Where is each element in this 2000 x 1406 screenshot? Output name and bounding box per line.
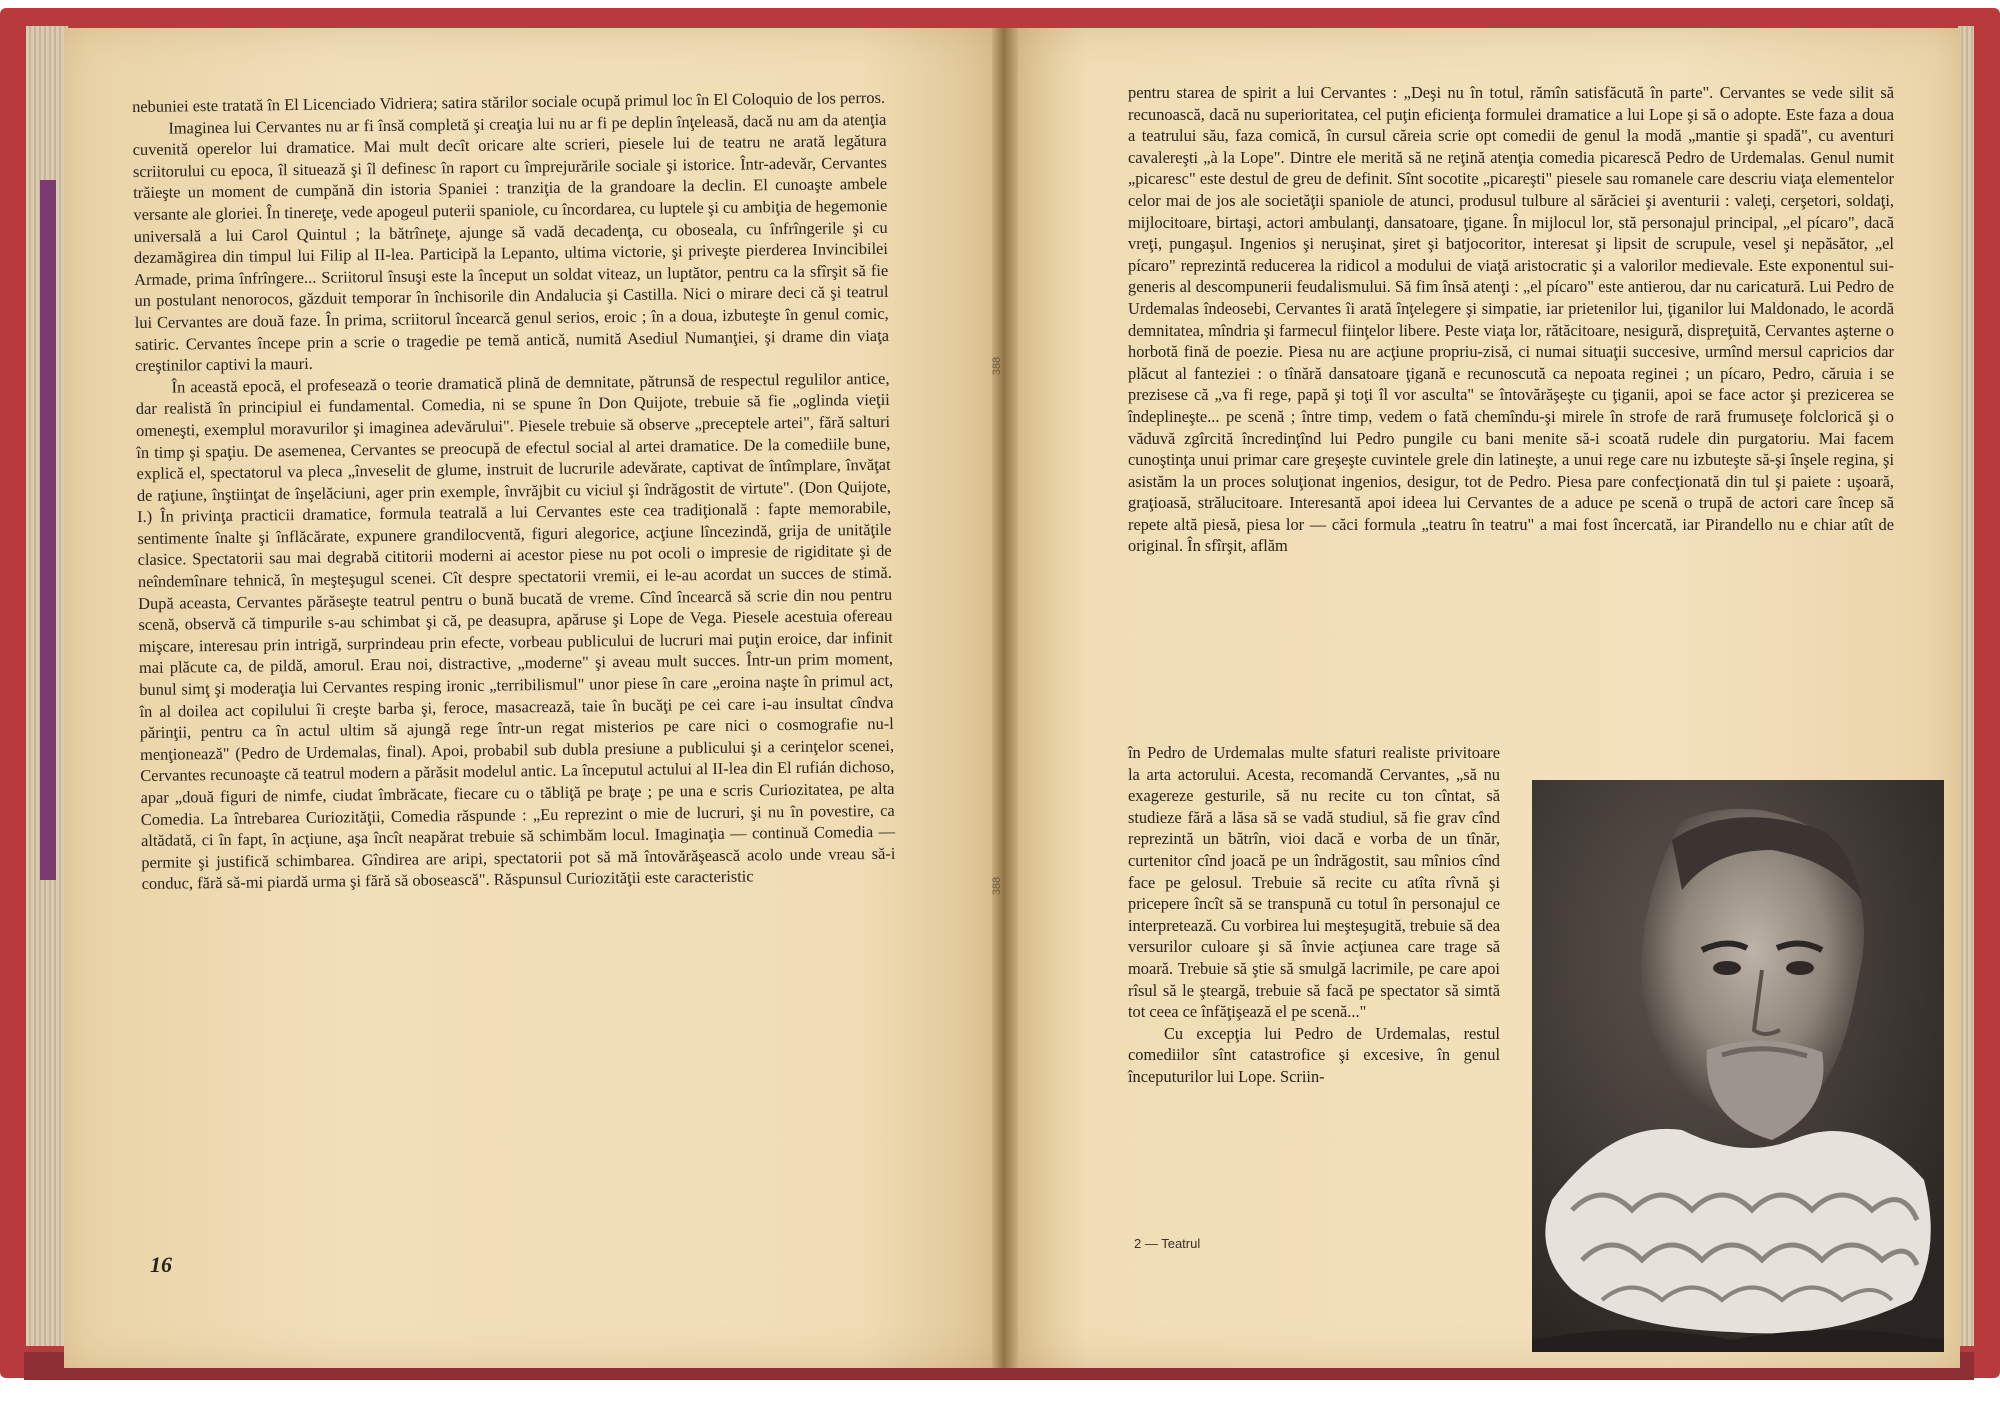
cervantes-portrait [1532, 780, 1944, 1352]
right-paragraph-2: în Pedro de Urdemalas multe sfaturi realiste privitoare la arta actorului. Acesta, recomandă Cervantes, „să nu exagereze gesturile, să nu recite cu ton cîntat, să studieze fără a lăsa să se vadă studiul, să fie grav cînd reprezintă un bătrîn, vioi dacă e vorba de un tînăr, curtenitor cînd joacă pe un îndrăgostit, sau mînios cînd face pe gelosul. Trebuie să recite cu atîta rîvnă şi pricepere încît să se transpună cu totul în personajul ce interpretează. Cu vorbirea lui meşteşugită, trebuie să dea versurilor culoare şi să învie acţiunea care trage să moară. Trebuie să ştie să smulgă lacrimile, pe care apoi rîsul să le şteargă, trebuie să facă pe spectator să simtă tot ceea ce înfăţişează el pe scenă..." [1128, 743, 1500, 1022]
left-page-text [132, 87, 896, 895]
portrait-image [1532, 780, 1944, 1352]
gutter-mark-lower: 388 [991, 876, 1004, 896]
left-paragraph-3: În această epocă, el profesează o teorie dramatică plină de demnitate, pătrunsă de respectul regulilor antice, dar realistă în principiul ei fundamental. Comedia, ni se spune în Don Quijote, trebuie să fie „oglinda vieţii omeneşti, exemplul moravurilor şi imaginea adevărului". Piesele trebuie să observe „preceptele artei", fără salturi în timp şi spaţiu. De asemenea, Cervantes se preocupă de efectul social al artei dramatice. De la comediile bune, explică el, spectatorul va pleca „înveselit de glume, instruit de lucrurile adevărate, captivat de întîmplare, învăţat de raţiune, înştiinţat de înşelăciuni, ager prin exemple, învrăjbit cu viciul şi îndrăgostit de virtute". (Don Quijote, I.) În privinţa practicii dramatice, formula teatrală a lui Cervantes este cea tradiţională : fapte memorabile, sentimente înalte şi înflăcărate, expunere grandilocventă, figuri alegorice, acţiune lîncezindă, grija de unităţile clasice. Spectatorii sau mai degrabă cititorii moderni ai acestor piese nu pot ocoli o impresie de rigiditate şi de neîndemînare tehnică, în meşteşugul scenei. Cît despre spectatorii vremii, ei le-au acordat un succes de stimă. După aceasta, Cervantes părăseşte teatrul pentru o bună bucată de vreme. Cînd încearcă să scrie din nou pentru scenă, observă că timpurile s-au schimbat şi că, pe deasupra, apăruse şi Lope de Vega. Piesele acestuia ofereau mişcare, interesau prin intrigă, surprindeau prin efecte, vorbeau publicului de lucruri mai puţin eroice, dar infinit mai plăcute ca, de pildă, amorul. Erau noi, distractive, „moderne" şi aveau mult succes. Într-un prim moment, bunul simţ şi moderaţia lui Cervantes resping ironic „terribilismul" unor piese în care „eroina naşte în primul act, în al doilea act copilului îi creşte barba şi, feroce, masacrează, taie în bucăţi pe cei care i-au insultat cîndva părinţii, pentru ca în actul ultim să ajungă rege într-un regat misterios pe care nici o cosmografie nu-l menţionează" (Pedro de Urdemalas, final). Apoi, probabil sub dubla presiune a publicului şi a cerinţelor scenei, Cervantes recunoaşte că teatrul modern a părăsit modelul antic. La începutul actului al II-lea din El rufián dichoso, apar „două figuri de nimfe, ciudat îmbrăcate, fiecare cu o tăbliţă pe braţe ; pe una e scris Curiozitatea, pe alta Comedia. La întrebarea Curiozităţii, Comedia răspunde : „Eu reprezint o mie de lucruri, şi nu în povestire, ca altădată, ci în fapt, în acţiune, aşa încît neapărat trebuie să schimbăm locul. Imaginaţia — continuă Comedia — permite şi justifică schimbarea. Gîndirea are aripi, spectatorii pot să mă întovărăşească acolo unde vreau să-i conduc, fără să-mi piardă urma şi fără să obosească". Răspunsul Curiozităţii este caracteristic [135, 368, 896, 894]
left-paragraph-1: nebuniei este tratată în El Licenciado Vidriera; satira stărilor sociale ocupă primul loc în El Coloquio de los perros. [132, 87, 886, 116]
right-paragraph-3: Cu excepţia lui Pedro de Urdemalas, restul comediilor sînt catastrofice şi excesive, în genul începuturilor lui Lope. Scriin- [1128, 1023, 1500, 1086]
signature-mark: 2 — Teatrul [1134, 1236, 1201, 1251]
page-block-edge-right [1958, 26, 1974, 1346]
gutter-mark-upper: 388 [991, 356, 1004, 376]
right-paragraph-1: pentru starea de spirit a lui Cervantes : „Deşi nu în totul, rămîn satisfăcută în parte". Cervantes se vede silit să recunoască, dacă nu superioritatea, cel puţin eficienţa formulei dramatice a lui Lope şi să o adopte. Este faza a doua a teatrului său, faza comică, în cursul căreia scrie opt comedii de genul la modă „mantie şi spadă", cu aventuri cavalereşti „à la Lope". Dintre ele merită să ne reţină atenţia comedia picarescă Pedro de Urdemalas. Genul numit „picaresc" este destul de greu de definit. Sînt socotite „picareşti" piesele sau romanele care descriu viaţa elementelor celor mai de jos ale societăţii spaniole de atunci, produsul tulbure al sărăciei şi aventurii : valeţi, cerşetori, soldaţi, mijlocitoare, birtaşi, actori ambulanţi, dansatoare, ţigane. În mijlocul lor, stă personajul principal, „el pícaro", dacă vreţi, pungaşul. Ingenios şi neruşinat, şiret şi batjocoritor, interesat şi lipsit de scrupule, vesel şi nepăsător, „el pícaro" reprezintă reducerea la ridicol a modului de viaţă aristocratic şi a valorilor medievale. Este exponentul sui-generis al descompunerii feudalismului. Să fim însă atenţi : „el pícaro" este antierou, dar nu caricatură. Lui Pedro de Urdemalas îndeosebi, Cervantes îi arată înţelegere şi simpatie, iar prietenilor lui, ţiganilor lui Maldonado, le acordă demnitatea, mîndria şi farmecul fiinţelor libere. Peste viaţa lor, rătăcitoare, nesigură, dispreţuită, Cervantes aşterne o horbotă fină de poezie. Piesa nu are acţiune propriu-zisă, ci numai situaţii succesive, urmînd mersul capricios dar plăcut al fanteziei : o tînără dansatoare ţigană e recunoscută ca nepoata reginei ; un pícaro, Pedro, căruia i se prezisese că „va fi rege, papă şi toţi îl vor asculta" se întovărăşeşte cu ţiganii, apoi se face actor şi prezicerea se îndeplineşte... pe scenă ; între timp, vedem o fată chemîndu-şi mirele în strofe de rară frumuseţe folclorică şi o văduvă zgîrcită încredinţînd lui Pedro pungile cu bani menite să-i scoată rudele din purgatoriu. Mai facem cunoştinţa unui primar care greşeşte cuvintele grele din latineşte, a unui rege care nu izbuteşte să-şi înşele regina, şi asistăm la un proces soluţionat ingenios, desigur, tot de Pedro. Piesa pare confecţionată din tul şi paiete : uşoară, graţioasă, strălucitoare. Interesantă apoi ideea lui Cervantes de a aduce pe scenă o trupă de actori care încep să repete altă piesă, piesa lor — căci formula „teatru în teatru" a mai fost încercată, iar Pirandello nu e chiar atît de original. În sfîrşit, aflăm [1128, 83, 1894, 556]
bookmark-strip [40, 180, 56, 880]
right-page-text [1128, 82, 1894, 557]
page-number: 16 [150, 1252, 172, 1277]
book-gutter [992, 28, 1018, 1368]
left-paragraph-2: Imaginea lui Cervantes nu ar fi însă completă şi creaţia lui nu ar fi pe deplin înţeleasă, dacă nu am da atenţia cuvenită operelor lui dramatice. Mai mult decît oricare alte scrieri, piesele lui de teatru ne arată legătura scriitorului cu epoca, îl situează şi îl definesc în raport cu împrejurările sociale şi istorice. Într-adevăr, Cervantes trăieşte un moment de cumpănă din istoria Spaniei : tranziţia de la grandoare la declin. El cunoaşte ambele versante ale gloriei. În tinereţe, vede apogeul puterii spaniole, cu încordarea, cu luptele şi cu ambiţia de hegemonie universală a lui Carol Quintul ; la bătrîneţe, ajunge să vadă decadenţa, cu oboseala, cu înfrîngerile şi cu dezamăgirea din timpul lui Filip al II-lea. Participă la Lepanto, ultima victorie, şi priveşte pierderea Invincibilei Armade, prima înfrîngere... Scriitorul însuşi este la început un soldat viteaz, un luptător, pentru ca la sfîrşit să fie un postulant nenorocos, găzduit temporar în închisorile din Andalucia şi Castilla. Nici o mirare deci că şi teatrul lui Cervantes are două faze. În prima, scriitorul încearcă genul serios, eroic ; în a doua, izbuteşte în genul comic, satiric. Cervantes începe prin a scrie o tragedie pe temă antică, numită Asediul Numanţiei, şi drame din viaţa creştinilor captivi la mauri. [132, 109, 890, 376]
right-page-wrapped-text [1128, 742, 1500, 1088]
